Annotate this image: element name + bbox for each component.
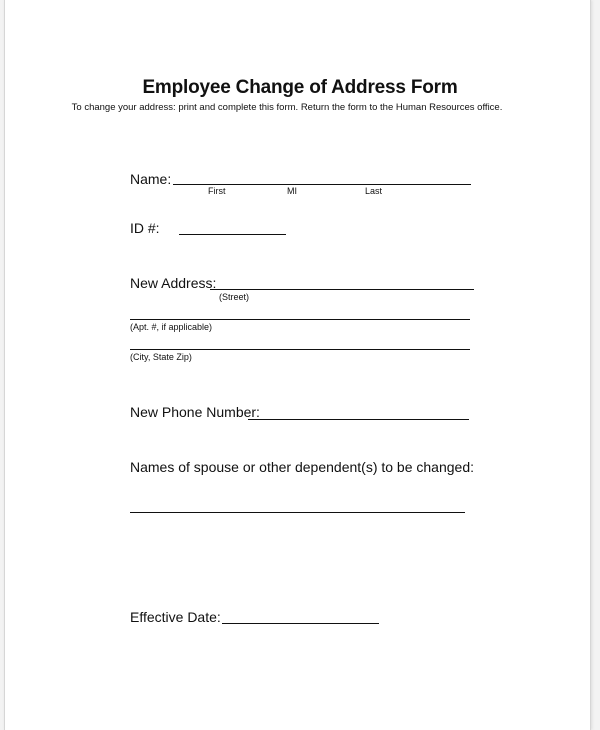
- id-field[interactable]: [179, 234, 286, 235]
- effective-date-field[interactable]: [222, 623, 379, 624]
- name-label: Name:: [130, 171, 172, 187]
- apt-field[interactable]: [130, 319, 470, 320]
- address-label: New Address:: [130, 275, 217, 291]
- name-first-hint: First: [208, 186, 226, 196]
- form-instructions: To change your address: print and complete this form. Return the form to the Human Resources office.: [71, 102, 503, 113]
- city-state-zip-field[interactable]: [130, 349, 470, 350]
- apt-hint: (Apt. #, if applicable): [130, 322, 213, 332]
- name-mi-hint: MI: [287, 186, 297, 196]
- name-field[interactable]: [173, 184, 471, 185]
- form-title: Employee Change of Address Form: [142, 77, 458, 98]
- name-last-hint: Last: [365, 186, 383, 196]
- street-field[interactable]: [210, 289, 474, 290]
- street-hint: (Street): [219, 292, 250, 302]
- effective-date-label: Effective Date:: [130, 609, 221, 625]
- dependents-field[interactable]: [130, 512, 465, 513]
- city-state-zip-hint: (City, State Zip): [130, 352, 192, 362]
- phone-field[interactable]: [248, 419, 469, 420]
- id-label: ID #:: [130, 220, 160, 236]
- dependents-label: Names of spouse or other dependent(s) to be changed:: [130, 459, 474, 475]
- phone-label: New Phone Number:: [130, 404, 260, 420]
